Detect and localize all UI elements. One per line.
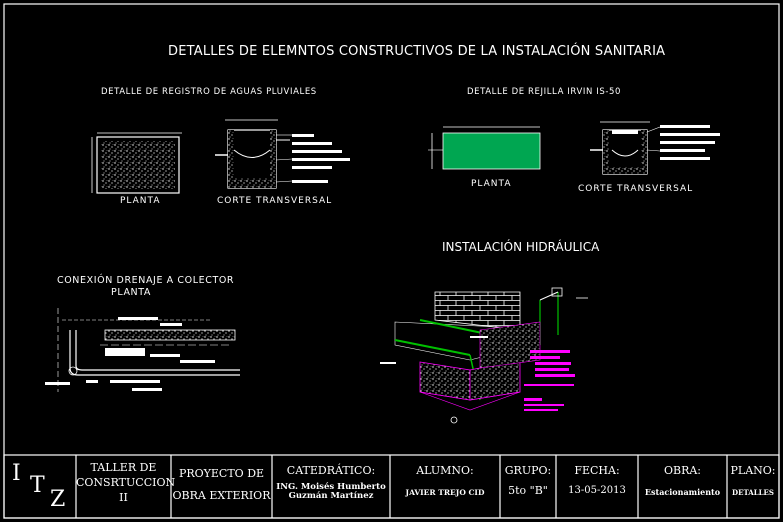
registro-planta-drawing xyxy=(92,133,182,193)
rejilla-corte-drawing xyxy=(590,122,720,174)
main-title: DETALLES DE ELEMNTOS CONSTRUCTIVOS DE LA INSTALACIÓN SANITARIA xyxy=(168,44,666,59)
taller-line2: CONSRTUCCION xyxy=(76,476,176,489)
registro-planta-label: PLANTA xyxy=(120,196,161,206)
conexion-drenaje-drawing xyxy=(45,308,240,392)
grupo-value: 5to "B" xyxy=(508,484,548,497)
plano-value: DETALLES xyxy=(732,488,774,497)
registro-corte-label: CORTE TRANSVERSAL xyxy=(217,196,333,206)
logo-i: I xyxy=(12,461,21,486)
fecha-value: 13-05-2013 xyxy=(568,485,626,496)
logo-z: Z xyxy=(50,487,66,512)
catedratico-line2: Guzmán Martínez xyxy=(288,491,374,501)
instalacion-hidraulica-drawing xyxy=(380,288,588,423)
proyecto-line1: PROYECTO DE xyxy=(178,467,265,480)
grupo-cell xyxy=(500,463,556,497)
taller-cell xyxy=(76,460,176,505)
plano-label: PLANO: xyxy=(730,464,776,477)
proyecto-cell xyxy=(171,463,272,507)
obra-value: Estacionamiento xyxy=(644,487,721,497)
alumno-cell xyxy=(390,463,500,497)
logo-t: T xyxy=(30,473,45,498)
rejilla-planta-label: PLANTA xyxy=(471,179,512,189)
alumno-value: JAVIER TREJO CID xyxy=(405,488,485,497)
fecha-label: FECHA: xyxy=(574,464,620,477)
conexion-drenaje-title: CONEXIÓN DRENAJE A COLECTOR xyxy=(57,275,235,286)
catedratico-line1: ING. Moisés Humberto xyxy=(276,482,386,492)
taller-line3: II xyxy=(119,491,128,504)
conexion-planta-label: PLANTA xyxy=(111,287,152,298)
sheet-border xyxy=(4,4,779,518)
instalacion-hidraulica-title: INSTALACIÓN HIDRÁULICA xyxy=(442,240,600,254)
alumno-label: ALUMNO: xyxy=(416,464,474,477)
catedratico-label: CATEDRÁTICO: xyxy=(286,464,376,477)
detalle-rejilla-title: DETALLE DE REJILLA IRVIN IS-50 xyxy=(467,87,622,97)
obra-label: OBRA: xyxy=(663,464,702,477)
catedratico-cell xyxy=(272,463,390,501)
detalle-registro-title: DETALLE DE REGISTRO DE AGUAS PLUVIALES xyxy=(101,87,317,97)
fecha-cell xyxy=(556,463,638,496)
rejilla-corte-label: CORTE TRANSVERSAL xyxy=(578,184,694,194)
obra-cell xyxy=(638,463,727,497)
registro-corte-drawing xyxy=(215,120,350,188)
rejilla-planta-drawing xyxy=(428,127,540,169)
plano-cell xyxy=(727,463,779,497)
grupo-label: GRUPO: xyxy=(504,464,552,477)
taller-line1: TALLER DE xyxy=(90,461,157,474)
proyecto-line2: OBRA EXTERIOR xyxy=(172,489,271,502)
